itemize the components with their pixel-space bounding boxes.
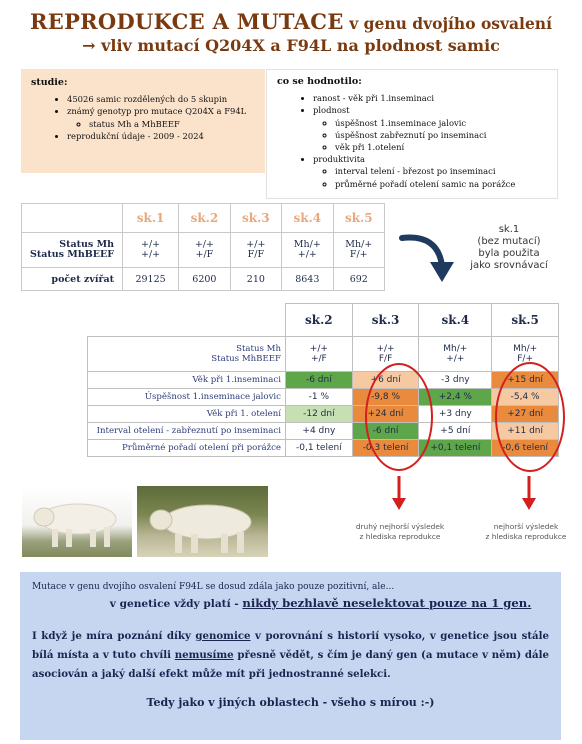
- count-cell: 210: [230, 268, 281, 291]
- title-main: REPRODUKCE A MUTACE: [30, 9, 344, 34]
- count-cell: 6200: [179, 268, 230, 291]
- status-cell: +/+ +/+: [123, 233, 179, 268]
- study-item: • 45026 samic rozdělených do 5 skupin: [67, 93, 257, 105]
- status-label: Status Mh Status MhBEEF: [88, 337, 286, 372]
- row-label: Interval otelení - zabřeznutí po inseminaci: [88, 423, 286, 440]
- result-cell: -9,8 %: [352, 389, 419, 406]
- status-label: Status Mh Status MhBEEF: [22, 233, 123, 268]
- result-cell: +15 dní: [492, 372, 559, 389]
- study-subitem: ◦ status Mh a MhBEEF: [89, 118, 257, 130]
- status-cell: Mh/+ F/+: [333, 233, 384, 268]
- evaluated-subitem: ◦ úspěšnost 1.inseminace jalovic: [335, 117, 549, 129]
- count-label: počet zvířat: [22, 268, 123, 291]
- row-label: Úspěšnost 1.inseminace jalovic: [88, 389, 286, 406]
- study-box: [21, 69, 265, 173]
- conclusion-rule: v genetice vždy platí - nikdy bezhlavě neselektovat pouze na 1 gen.: [109, 596, 532, 610]
- result-cell: +27 dní: [492, 406, 559, 423]
- evaluated-subitem: ◦ průměrné pořadí otelení samic na porážce: [335, 178, 549, 190]
- comparison-note: sk.1 (bez mutací) byla použita jako srovnávací: [470, 224, 548, 271]
- status-cell: Mh/+ +/+: [419, 337, 492, 372]
- group-header: sk.4: [419, 304, 492, 337]
- table-corner: [22, 204, 123, 233]
- result-cell: +5 dní: [419, 423, 492, 440]
- group-header: sk.5: [492, 304, 559, 337]
- note-sk3: druhý nejhorší výsledek z hlediska reprodukce: [355, 522, 445, 541]
- group-header: sk.5: [333, 204, 384, 233]
- study-heading: studie:: [31, 77, 68, 88]
- evaluated-subitem: ◦ interval telení - březost po inseminaci: [335, 165, 549, 177]
- result-cell: -6 dní: [286, 372, 353, 389]
- group-header: sk.4: [282, 204, 333, 233]
- result-cell: -12 dní: [286, 406, 353, 423]
- page-title: [0, 10, 582, 56]
- evaluated-item: • plodnost ◦ úspěšnost 1.inseminace jalovic ◦ úspěšnost zabřeznutí po inseminaci ◦ věk při 1.otelení: [313, 104, 549, 153]
- conclusion-closing: Tedy jako v jiných oblastech - všeho s mírou :-): [146, 696, 435, 709]
- charolais-bull-photo: [22, 487, 132, 557]
- conclusion-intro: Mutace v genu dvojího osvalení F94L se dosud zdála jako pouze pozitivní, ale...: [32, 582, 395, 592]
- group-header: sk.2: [179, 204, 230, 233]
- group-header: sk.3: [230, 204, 281, 233]
- status-cell: +/+ +/F: [179, 233, 230, 268]
- groups-table: [21, 203, 385, 291]
- evaluated-subitem: ◦ věk při 1.otelení: [335, 141, 549, 153]
- result-cell: +4 dny: [286, 423, 353, 440]
- note-sk5: nejhorší výsledek z hlediska reprodukce: [485, 522, 567, 541]
- status-cell: +/+ +/F: [286, 337, 353, 372]
- count-cell: 8643: [282, 268, 333, 291]
- red-down-arrow-icon: [390, 476, 408, 512]
- result-cell: -5,4 %: [492, 389, 559, 406]
- highlight-ellipse-sk3: [365, 363, 433, 471]
- count-cell: 29125: [123, 268, 179, 291]
- result-cell: +11 dní: [492, 423, 559, 440]
- result-cell: +6 dní: [352, 372, 419, 389]
- row-label: Průměrné pořadí otelení při porážce: [88, 440, 286, 457]
- evaluated-heading: co se hodnotilo:: [277, 76, 362, 87]
- result-cell: +3 dny: [419, 406, 492, 423]
- result-cell: -0,6 telení: [492, 440, 559, 457]
- results-table: [87, 303, 559, 457]
- conclusion-body: I když je míra poznání díky genomice v porovnání s historií vysoko, v genetice jsou stále bílá místa a v tuto chvíli nemusíme přesně vědět, s čím je daný gen (a mutace v něm) dále asociován a jaký další efekt může mít při jednostranné selekci.: [32, 630, 550, 680]
- result-cell: +24 dní: [352, 406, 419, 423]
- result-cell: -1 %: [286, 389, 353, 406]
- result-cell: -6 dní: [352, 423, 419, 440]
- row-label: Věk při 1.inseminaci: [88, 372, 286, 389]
- status-cell: Mh/+ +/+: [282, 233, 333, 268]
- group-header: sk.3: [352, 304, 419, 337]
- group-header: sk.2: [286, 304, 353, 337]
- highlight-ellipse-sk5: [495, 362, 565, 472]
- conclusion-box: [20, 572, 561, 740]
- status-cell: +/+ F/F: [230, 233, 281, 268]
- evaluated-item: • ranost - věk při 1.inseminaci: [313, 92, 549, 104]
- table-corner: [88, 304, 286, 337]
- evaluated-item: • produktivita ◦ interval telení - březost po inseminaci ◦ průměrné pořadí otelení samic na porážce: [313, 153, 549, 190]
- evaluated-subitem: ◦ úspěšnost zabřeznutí po inseminaci: [335, 129, 549, 141]
- row-label: Věk při 1. otelení: [88, 406, 286, 423]
- result-cell: -0,3 telení: [352, 440, 419, 457]
- result-cell: -0,1 telení: [286, 440, 353, 457]
- result-cell: +2,4 %: [419, 389, 492, 406]
- evaluated-box: [266, 69, 558, 199]
- result-cell: -3 dny: [419, 372, 492, 389]
- title-sub: v genu dvojího osvalení: [349, 14, 552, 33]
- status-cell: +/+ F/F: [352, 337, 419, 372]
- count-cell: 692: [333, 268, 384, 291]
- status-cell: Mh/+ F/+: [492, 337, 559, 372]
- title-line2: → vliv mutací Q204X a F94L na plodnost samic: [82, 36, 500, 56]
- study-item: • známý genotyp pro mutace Q204X a F94L ◦ status Mh a MhBEEF: [67, 105, 257, 129]
- group-header: sk.1: [123, 204, 179, 233]
- charolais-cow-photo: [137, 486, 268, 557]
- red-down-arrow-icon: [520, 476, 538, 512]
- study-item: • reprodukční údaje - 2009 - 2024: [67, 130, 257, 142]
- result-cell: +0,1 telení: [419, 440, 492, 457]
